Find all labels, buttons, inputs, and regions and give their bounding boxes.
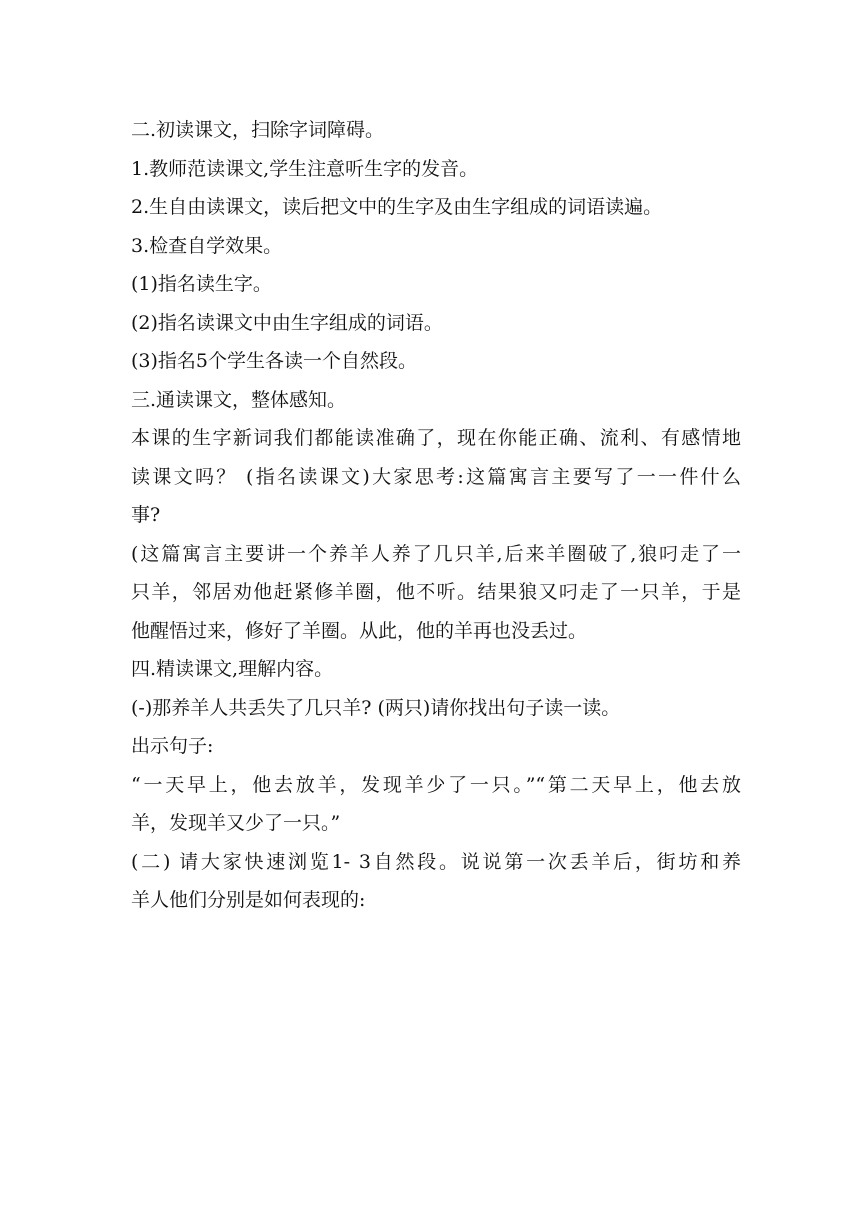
paragraph-line: 事?: [131, 504, 161, 526]
section-heading-3: 三.通读课文，整体感知。: [131, 388, 347, 411]
paragraph-line: 2.生自由读课文，读后把文中的生字及由生字组成的词语读遍。: [131, 196, 663, 218]
paragraph-line: 羊人他们分别是如何表现的:: [131, 889, 366, 911]
paragraph-line: (3)指名5个学生各读一个自然段。: [131, 350, 418, 372]
paragraph-line: (2)指名读课文中由生字组成的词语。: [131, 311, 443, 334]
paragraph-line: 他醒悟过来，修好了羊圈。从此，他的羊再也没丢过。: [131, 619, 588, 642]
paragraph-line: (二) 请大家快速浏览1- 3自然段。说说第一次丢羊后，街坊和养: [131, 850, 741, 873]
quote-line: “一天早上，他去放羊，发现羊少了一只。”“第二天早上，他去放: [131, 773, 741, 796]
quote-line: 羊，发现羊又少了一只。”: [131, 812, 341, 834]
section-heading-2: 二.初读课文，扫除字词障碍。: [131, 119, 385, 141]
paragraph-line: (这篇寓言主要讲一个养羊人养了几只羊,后来羊圈破了,狼叼走了一: [131, 542, 741, 565]
document-body: [131, 111, 741, 920]
paragraph-line: 3.检查自学效果。: [131, 234, 283, 257]
paragraph-line: (1)指名读生字。: [131, 273, 272, 295]
paragraph-line: 本课的生字新词我们都能读准确了，现在你能正确、流利、有感情地: [131, 427, 741, 449]
paragraph-line: 只羊，邻居劝他赶紧修羊圈，他不听。结果狼又叼走了一只羊，于是: [131, 581, 741, 603]
paragraph-line: 1.教师范读课文,学生注意听生字的发音。: [131, 157, 479, 180]
paragraph-line: (-)那养羊人共丢失了几只羊? (两只)请你找出句子读一读。: [131, 696, 621, 719]
paragraph-line: 出示句子:: [131, 735, 214, 757]
section-heading-4: 四.精读课文,理解内容。: [131, 658, 334, 680]
paragraph-line: 读课文吗？ (指名读课文)大家思考:这篇寓言主要写了一一件什么: [131, 465, 741, 488]
